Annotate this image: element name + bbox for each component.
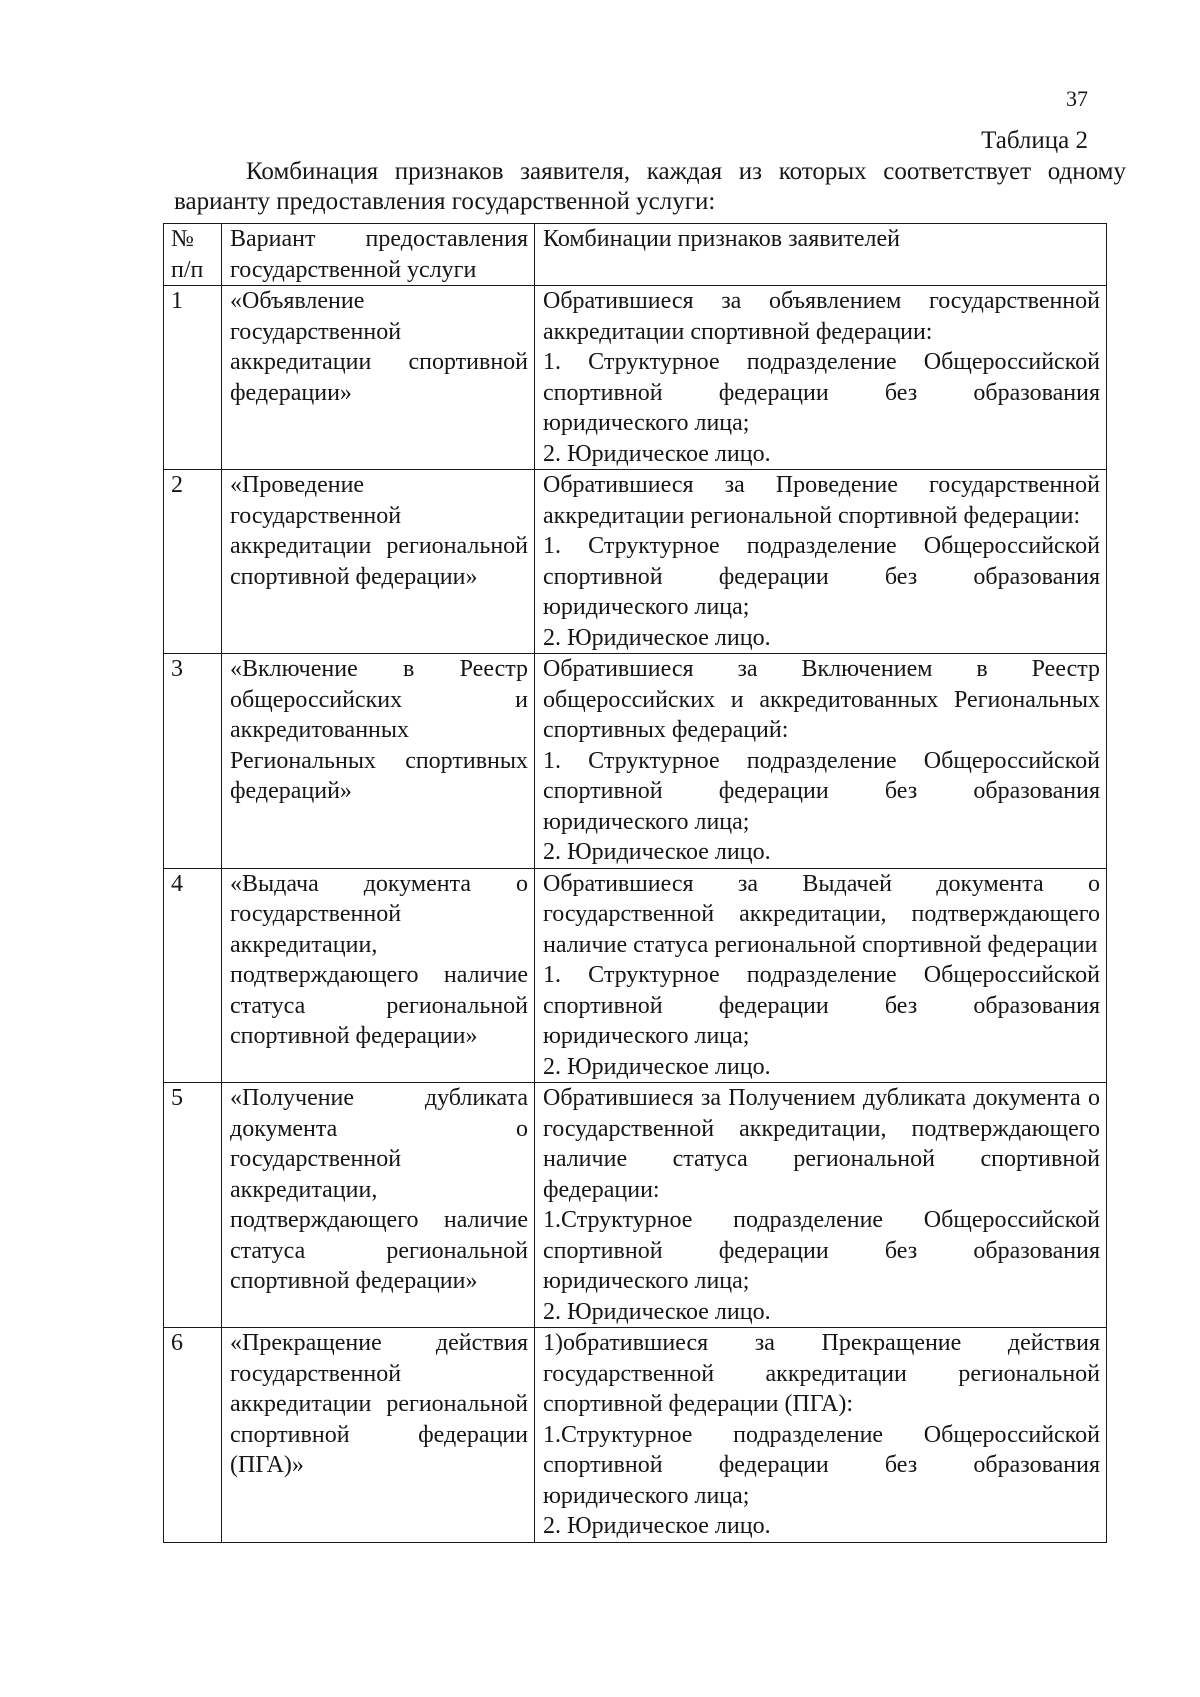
table-row — [164, 470, 1107, 654]
row-combination: 1)обратившиеся за Прекращение действия государственной аккредитации региональной спортивной федерации (ПГА): 1.Структурное подразделение Общероссийской спортивной федерации без образования юридического лица; 2. Юридическое лицо. — [535, 1328, 1107, 1543]
header-number: № п/п — [164, 224, 222, 286]
row-variant: «Включение в Реестр общероссийских и аккредитованных Региональных спортивных федераций» — [222, 654, 535, 869]
table-row — [164, 1328, 1107, 1543]
row-combination: Обратившиеся за Проведение государственной аккредитации региональной спортивной федерации: 1. Структурное подразделение Общероссийской спортивной федерации без образования юридического лица; 2. Юридическое лицо. — [535, 470, 1107, 654]
row-number: 5 — [164, 1083, 222, 1328]
row-variant: «Объявление государственной аккредитации спортивной федерации» — [222, 286, 535, 470]
row-number: 2 — [164, 470, 222, 654]
row-variant: «Прекращение действия государственной аккредитации региональной спортивной федерации (ПГА)» — [222, 1328, 535, 1543]
header-variant: Вариант предоставления государственной услуги — [222, 224, 535, 286]
table-row — [164, 1083, 1107, 1328]
row-variant: «Проведение государственной аккредитации региональной спортивной федерации» — [222, 470, 535, 654]
row-number: 1 — [164, 286, 222, 470]
row-variant: «Получение дубликата документа о государственной аккредитации, подтверждающего наличие статуса региональной спортивной федерации» — [222, 1083, 535, 1328]
row-variant: «Выдача документа о государственной аккредитации, подтверждающего наличие статуса региональной спортивной федерации» — [222, 868, 535, 1083]
header-combination: Комбинации признаков заявителей — [535, 224, 1107, 286]
row-number: 4 — [164, 868, 222, 1083]
table-label: Таблица 2 — [981, 127, 1088, 154]
row-number: 6 — [164, 1328, 222, 1543]
row-number: 3 — [164, 654, 222, 869]
table-row — [164, 286, 1107, 470]
row-combination: Обратившиеся за Выдачей документа о государственной аккредитации, подтверждающего наличие статуса региональной спортивной федерации 1. Структурное подразделение Общероссийской спортивной федерации без образования юридического лица; 2. Юридическое лицо. — [535, 868, 1107, 1083]
variants-table — [163, 223, 1107, 1543]
row-combination: Обратившиеся за Получением дубликата документа о государственной аккредитации, подтверждающего наличие статуса региональной спортивной федерации: 1.Структурное подразделение Общероссийской спортивной федерации без образования юридического лица; 2. Юридическое лицо. — [535, 1083, 1107, 1328]
row-combination: Обратившиеся за Включением в Реестр общероссийских и аккредитованных Региональных спортивных федераций: 1. Структурное подразделение Общероссийской спортивной федерации без образования юридического лица; 2. Юридическое лицо. — [535, 654, 1107, 869]
page-number: 37 — [1066, 86, 1088, 111]
table-row — [164, 654, 1107, 869]
table-intro-text: Комбинация признаков заявителя, каждая из которых соответствует одному варианту предоставления государственной услуги: — [174, 158, 1126, 215]
table-row — [164, 868, 1107, 1083]
row-combination: Обратившиеся за объявлением государственной аккредитации спортивной федерации: 1. Структурное подразделение Общероссийской спортивной федерации без образования юридического лица; 2. Юридическое лицо. — [535, 286, 1107, 470]
table-header-row — [164, 224, 1107, 286]
